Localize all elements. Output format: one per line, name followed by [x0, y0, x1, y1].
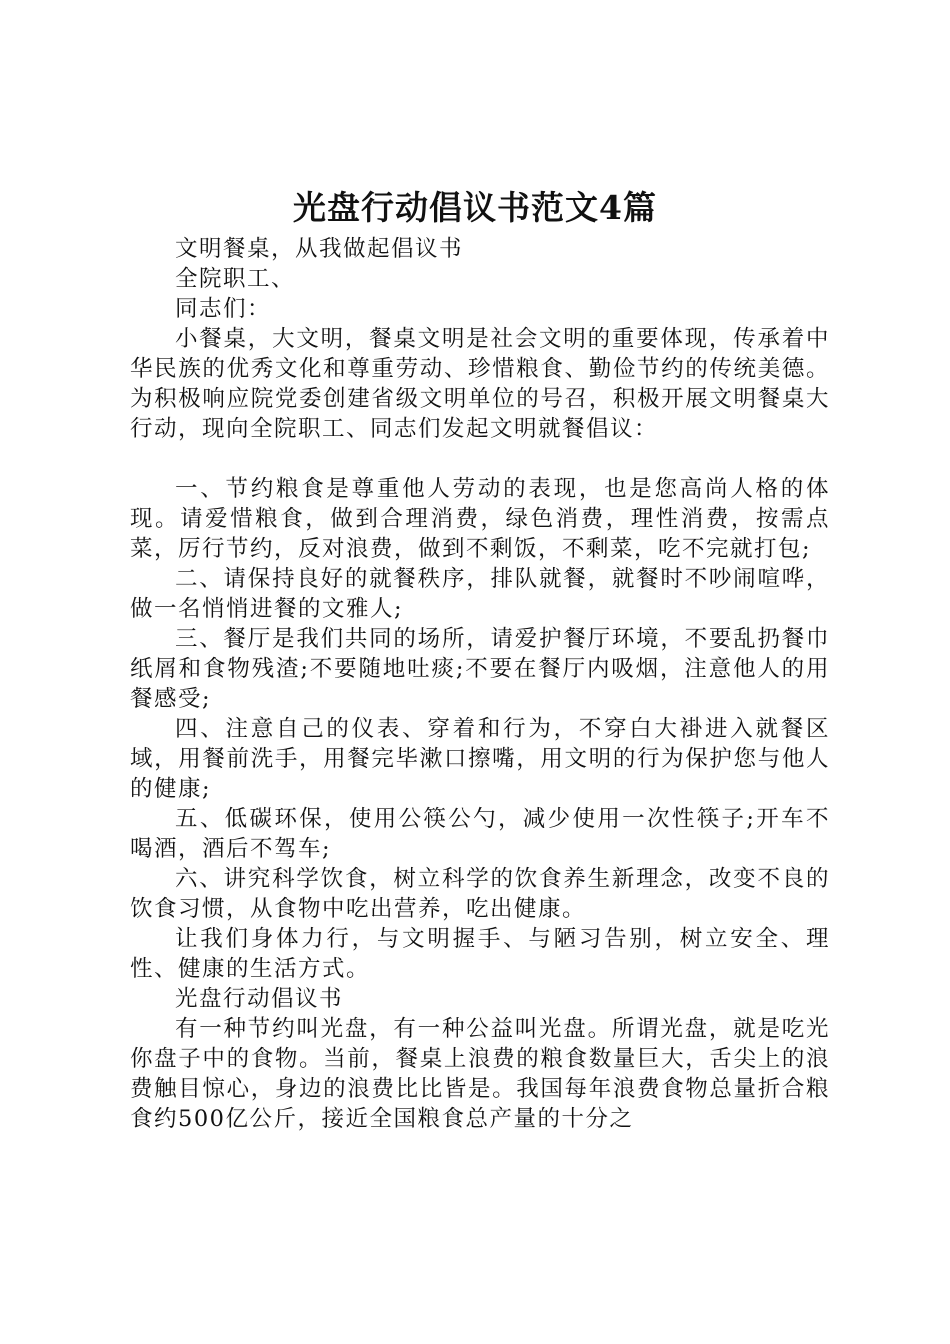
intro-paragraph: 小餐桌，大文明，餐桌文明是社会文明的重要体现，传承着中华民族的优秀文化和尊重劳动、珍惜粮食、勤俭节约的传统美德。为积极响应院党委创建省级文明单位的号召，积极开展文明餐桌大行动，现向全院职工、同志们发起文明就餐倡议： [130, 326, 830, 442]
section-paragraph: 有一种节约叫光盘，有一种公益叫光盘。所谓光盘，就是吃光你盘子中的食物。当前，餐桌上浪费的粮食数量巨大，舌尖上的浪费触目惊心，身边的浪费比比皆是。我国每年浪费食物总量折合粮食约500亿公斤，接近全国粮食总产量的十分之 [130, 1016, 830, 1132]
proposal-heading: 文明餐桌，从我做起倡议书 [175, 236, 464, 262]
item-paragraph-3: 三、餐厅是我们共同的场所，请爱护餐厅环境，不要乱扔餐巾纸屑和食物残渣;不要随地吐痰;不要在餐厅内吸烟，注意他人的用餐感受; [130, 626, 830, 712]
salutation-line-2: 同志们： [175, 296, 272, 322]
item-paragraph-2: 二、请保持良好的就餐秩序，排队就餐，就餐时不吵闹喧哗，做一名悄悄进餐的文雅人; [130, 566, 830, 622]
item-paragraph-4: 四、注意自己的仪表、穿着和行为，不穿白大褂进入就餐区域，用餐前洗手，用餐完毕漱口擦嘴，用文明的行为保护您与他人的健康; [130, 716, 830, 802]
item-paragraph-6: 六、讲究科学饮食，树立科学的饮食养生新理念，改变不良的饮食习惯，从食物中吃出营养，吃出健康。 [130, 866, 830, 922]
document-title: 光盘行动倡议书范文4篇 [293, 188, 657, 227]
closing-paragraph: 让我们身体力行，与文明握手、与陋习告别，树立安全、理性、健康的生活方式。 [130, 926, 830, 982]
document-body [130, 234, 830, 1134]
salutation-line-1: 全院职工、 [175, 266, 296, 292]
item-paragraph-1: 一、节约粮食是尊重他人劳动的表现，也是您高尚人格的体现。请爱惜粮食，做到合理消费，绿色消费，理性消费，按需点菜，厉行节约，反对浪费，做到不剩饭，不剩菜，吃不完就打包; [130, 476, 830, 562]
section-heading: 光盘行动倡议书 [175, 986, 344, 1012]
item-paragraph-5: 五、低碳环保，使用公筷公勺，减少使用一次性筷子;开车不喝酒，酒后不驾车; [130, 806, 830, 862]
paragraph-spacer [130, 444, 830, 474]
